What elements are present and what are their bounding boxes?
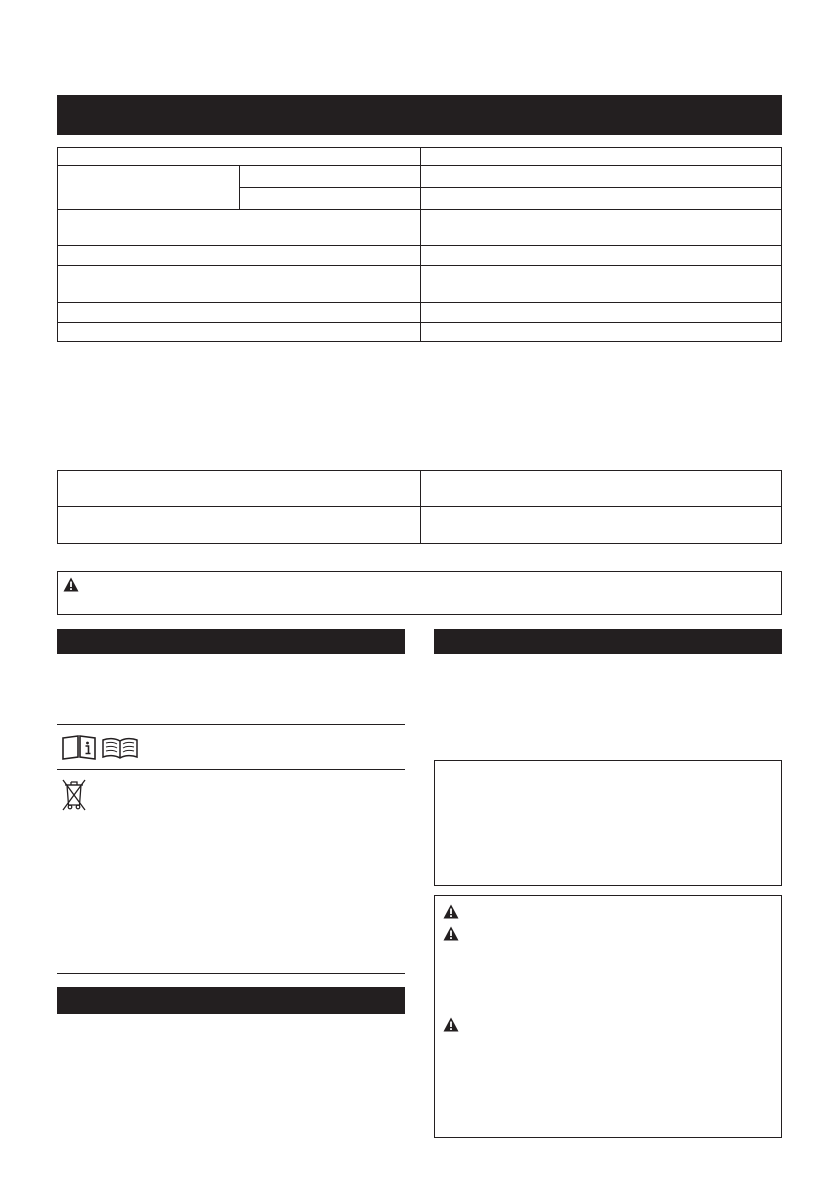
spec-value <box>421 303 782 323</box>
spec-label <box>58 323 421 342</box>
emission-label <box>58 507 421 544</box>
emission-row <box>58 507 782 544</box>
spec-row <box>58 166 782 188</box>
read-manual-icon <box>61 735 97 760</box>
spec-label <box>58 303 421 323</box>
spec-value <box>421 323 782 342</box>
right-section-heading <box>434 629 782 654</box>
spec-label <box>58 266 421 303</box>
crossed-out-wheelie-bin-icon <box>61 778 87 812</box>
warning-notice <box>57 571 782 615</box>
spec-value <box>421 148 782 166</box>
warning-triangle-icon <box>63 577 79 592</box>
emission-label <box>58 471 421 507</box>
spec-row <box>58 246 782 266</box>
spec-sublabel <box>239 166 421 188</box>
emission-table <box>57 470 782 544</box>
open-book-icon <box>101 737 139 759</box>
emission-row <box>58 471 782 507</box>
spec-row <box>58 323 782 342</box>
spec-label <box>58 246 421 266</box>
warning-triangle-icon <box>443 904 459 919</box>
warning-triangle-icon <box>443 926 459 941</box>
header-banner <box>57 95 782 135</box>
specification-table <box>57 147 782 342</box>
spec-row <box>58 148 782 166</box>
spec-value <box>421 210 782 246</box>
emission-value <box>421 471 782 507</box>
divider <box>57 973 405 974</box>
spec-value <box>421 188 782 210</box>
spec-label <box>58 210 421 246</box>
spec-row <box>58 210 782 246</box>
divider <box>57 724 405 725</box>
spec-value <box>421 266 782 303</box>
info-box <box>434 760 782 886</box>
spec-label <box>58 166 240 210</box>
left-section2-heading <box>57 987 405 1014</box>
spec-row <box>58 303 782 323</box>
spec-value <box>421 166 782 188</box>
warning-box <box>434 895 782 1138</box>
warning-triangle-icon <box>443 1017 459 1032</box>
left-section1-heading <box>57 629 405 654</box>
emission-value <box>421 507 782 544</box>
spec-value <box>421 246 782 266</box>
divider <box>57 769 405 770</box>
spec-label <box>58 148 421 166</box>
spec-row <box>58 266 782 303</box>
spec-sublabel <box>239 188 421 210</box>
